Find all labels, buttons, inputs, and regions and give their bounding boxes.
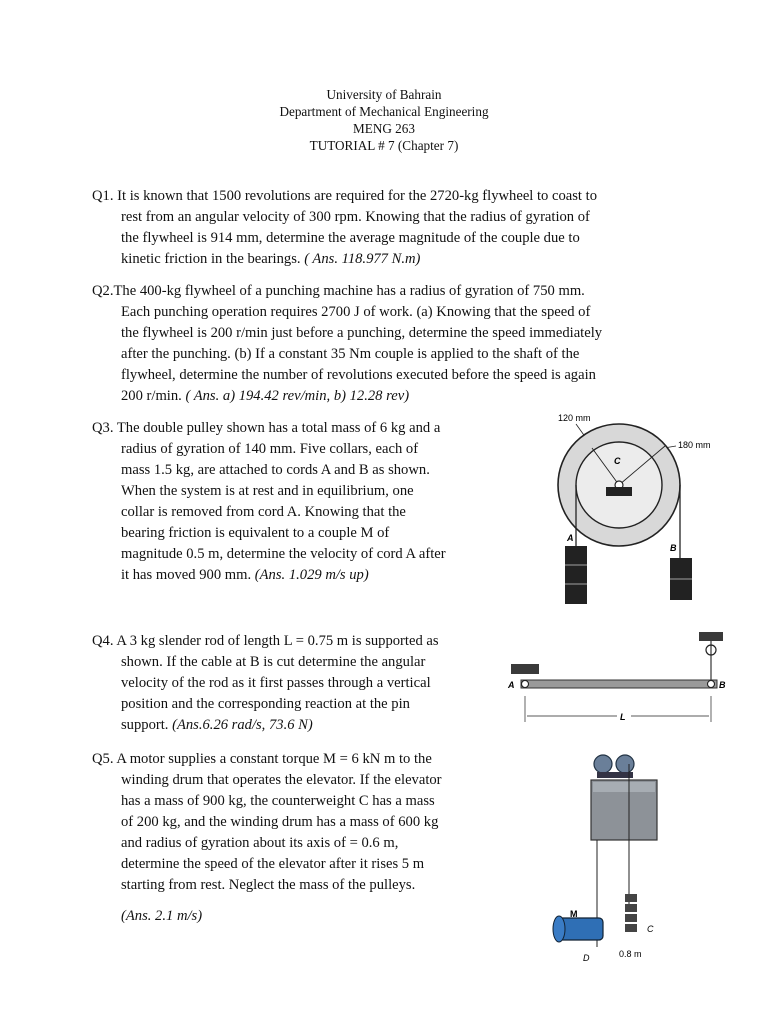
question-4 (92, 631, 494, 736)
q5-line: of 200 kg, and the winding drum has a mass of 600 kg (121, 814, 439, 830)
q3-last-line (92, 565, 494, 586)
drum-d-label: D (583, 953, 590, 963)
bearing-support (606, 487, 632, 496)
elevator-figure (545, 742, 675, 967)
q4-last-line (92, 715, 494, 736)
q3-line: it has moved 900 mm. (121, 567, 252, 583)
q5-line: starting from rest. Neglect the mass of the pulleys. (121, 877, 416, 893)
pulley-c-label: C (614, 456, 621, 466)
q1-line: Q1. It is known that 1500 revolutions are required for the 2720-kg flywheel to coast to (92, 188, 597, 204)
slender-rod (521, 680, 717, 688)
pulley-right (616, 755, 634, 773)
pulley-figure (530, 408, 730, 608)
support-a (511, 664, 539, 674)
q5-line: has a mass of 900 kg, the counterweight C has a mass (121, 793, 435, 809)
q5-line: winding drum that operates the elevator. If the elevator (121, 772, 442, 788)
q3-line: radius of gyration of 140 mm. Five collars, each of (121, 441, 419, 457)
collars-a (565, 546, 587, 604)
rod-figure (505, 630, 735, 730)
question-2 (92, 281, 676, 407)
q1-line: the flywheel is 914 mm, determine the average magnitude of the couple due to (121, 230, 580, 246)
question-5 (92, 749, 494, 896)
q4-answer: (Ans.6.26 rad/s, 73.6 N) (172, 717, 313, 733)
course-code: MENG 263 (353, 121, 415, 136)
q2-answer: ( Ans. a) 194.42 rev/min, b) 12.28 rev) (185, 388, 410, 404)
cord-b-label: B (670, 543, 677, 553)
counterweight-c-label: C (647, 924, 654, 934)
q4-line: shown. If the cable at B is cut determine the angular (121, 654, 426, 670)
q2-line: after the punching. (b) If a constant 35 Nm couple is applied to the shaft of the (121, 346, 580, 362)
rod-length-label: L (620, 712, 626, 722)
document-header (0, 86, 768, 154)
q5-line: Q5. A motor supplies a constant torque M = 6 kN m to the (92, 751, 432, 767)
cord-a-label: A (567, 533, 574, 543)
q2-line: Each punching operation requires 2700 J of work. (a) Knowing that the speed of (121, 304, 591, 320)
q4-line: position and the corresponding reaction at the pin (121, 696, 410, 712)
q1-line: kinetic friction in the bearings. (121, 251, 301, 267)
radius-180-label: 180 mm (678, 440, 711, 450)
q5-line: and radius of gyration about its axis of = 0.6 m, (121, 835, 399, 851)
department-name: Department of Mechanical Engineering (279, 104, 489, 119)
tutorial-title: TUTORIAL # 7 (Chapter 7) (309, 138, 459, 153)
q5-line: determine the speed of the elevator after it rises 5 m (121, 856, 425, 872)
q3-line: When the system is at rest and in equilibrium, one (121, 483, 414, 499)
q5-answer: (Ans. 2.1 m/s) (121, 908, 203, 924)
q3-line: mass 1.5 kg, are attached to cords A and B as shown. (121, 462, 430, 478)
q2-last-line (92, 386, 676, 407)
radius-120-label: 120 mm (558, 413, 591, 423)
motor-m-label: M (570, 909, 578, 919)
question-3 (92, 418, 494, 586)
q4-line: Q4. A 3 kg slender rod of length L = 0.75 m is supported as (92, 633, 439, 649)
q3-line: Q3. The double pulley shown has a total mass of 6 kg and a (92, 420, 441, 436)
q3-line: collar is removed from cord A. Knowing that the (121, 504, 406, 520)
q2-line: the flywheel is 200 r/min just before a punching, determine the speed immediately (121, 325, 603, 341)
rod-b-label: B (719, 680, 726, 690)
collars-b (670, 558, 692, 600)
support-b (699, 632, 723, 641)
q1-last-line (92, 249, 676, 270)
pulley-left (594, 755, 612, 773)
q1-line: rest from an angular velocity of 300 rpm. Knowing that the radius of gyration of (121, 209, 590, 225)
q2-line: flywheel, determine the number of revolutions executed before the speed is again (121, 367, 596, 383)
rod-a-label: A (508, 680, 515, 690)
counterweight-c (625, 894, 637, 932)
distance-label: 0.8 m (619, 949, 642, 959)
q1-answer: ( Ans. 118.977 N.m) (304, 251, 421, 267)
question-1 (92, 186, 676, 270)
q3-answer: (Ans. 1.029 m/s up) (254, 567, 369, 583)
q3-line: magnitude 0.5 m, determine the velocity of cord A after (121, 546, 446, 562)
q2-line: Q2.The 400-kg flywheel of a punching machine has a radius of gyration of 750 mm. (92, 283, 585, 299)
q3-line: bearing friction is equivalent to a couple M of (121, 525, 390, 541)
q4-line: velocity of the rod as it first passes through a vertical (121, 675, 431, 691)
q2-line: 200 r/min. (121, 388, 182, 404)
university-name: University of Bahrain (326, 87, 442, 102)
q4-line: support. (121, 717, 169, 733)
